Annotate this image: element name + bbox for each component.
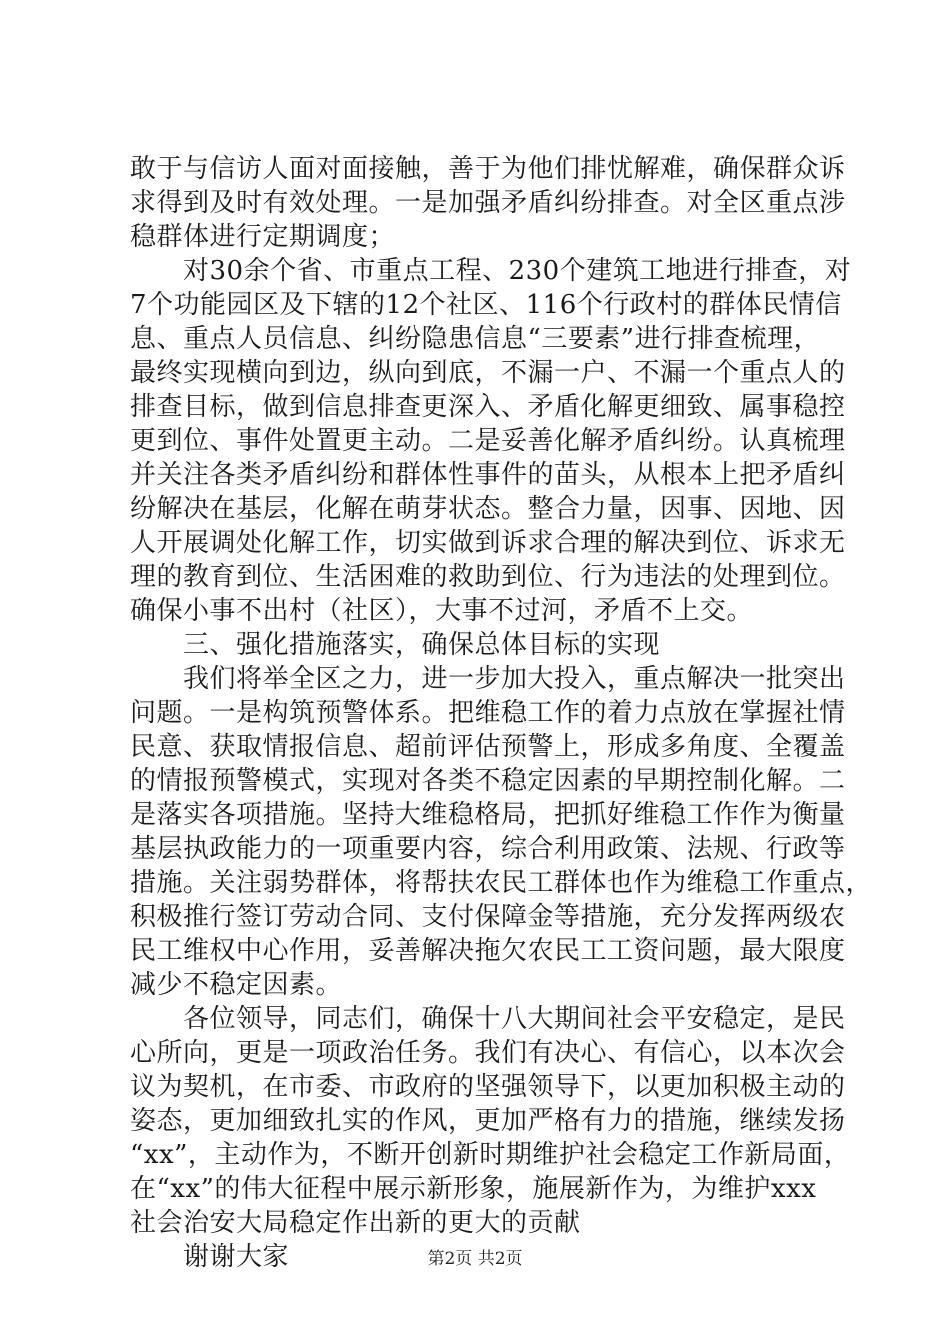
text-line: 稳群体进行定期调度； [130, 222, 396, 252]
text-line: 减少不稳定因素。 [130, 970, 343, 1000]
text-line: 议为契机，在市委、市政府的坚强领导下，以更加积极主动的 [130, 1072, 846, 1102]
text-line: 敢于与信访人面对面接触，善于为他们排忧解难，确保群众诉 [130, 154, 846, 184]
text-line: 问题。一是构筑预警体系。把维稳工作的着力点放在掌握社情 [130, 698, 846, 728]
text-line: 更到位、事件处置更主动。二是妥善化解矛盾纠纷。认真梳理 [130, 426, 846, 456]
text-line: 7个功能园区及下辖的12个社区、116个行政村的群体民情信 [130, 290, 842, 320]
text-line: 是落实各项措施。坚持大维稳格局，把抓好维稳工作作为衡量 [130, 800, 846, 830]
text-line: 社会治安大局稳定作出新的更大的贡献 [130, 1208, 581, 1238]
text-line: 的情报预警模式，实现对各类不稳定因素的早期控制化解。二 [130, 766, 846, 796]
text-line: 我们将举全区之力，进一步加大投入，重点解决一批突出 [130, 664, 846, 694]
text-line: 心所向，更是一项政治任务。我们有决心、有信心，以本次会 [130, 1038, 846, 1068]
text-line: 确保小事不出村（社区），大事不过河，矛盾不上交。 [130, 596, 754, 626]
text-line: 纷解决在基层，化解在萌芽状态。整合力量，因事、因地、因 [130, 494, 846, 524]
text-line: 姿态，更加细致扎实的作风，更加严格有力的措施，继续发扬 [130, 1106, 846, 1136]
text-line: 措施。关注弱势群体，将帮扶农民工群体也作为维稳工作重点， [130, 868, 873, 898]
body-text [130, 152, 873, 1274]
page-number: 第2页 共2页 [427, 1249, 523, 1269]
text-line: 民工维权中心作用，妥善解决拖欠农民工工资问题，最大限度 [130, 936, 846, 966]
text-line: 在“xx”的伟大征程中展示新形象，施展新作为，为维护xxx [130, 1174, 817, 1204]
page-footer [0, 1244, 950, 1269]
text-line: 息、重点人员信息、纠纷隐患信息“三要素”进行排查梳理， [130, 324, 821, 354]
text-line: 民意、获取情报信息、超前评估预警上，形成多角度、全覆盖 [130, 732, 846, 762]
text-line: 并关注各类矛盾纠纷和群体性事件的苗头，从根本上把矛盾纠 [130, 460, 846, 490]
text-line: 基层执政能力的一项重要内容，综合利用政策、法规、行政等 [130, 834, 846, 864]
closing-line: 谢谢大家 [130, 1242, 290, 1272]
section-heading: 三、强化措施落实，确保总体目标的实现 [130, 630, 661, 660]
text-line: 排查目标，做到信息排查更深入、矛盾化解更细致、属事稳控 [130, 392, 846, 422]
text-line: “xx”，主动作为，不断开创新时期维护社会稳定工作新局面， [130, 1140, 851, 1170]
text-line: 理的教育到位、生活困难的救助到位、行为违法的处理到位。 [130, 562, 846, 592]
text-line: 积极推行签订劳动合同、支付保障金等措施，充分发挥两级农 [130, 902, 846, 932]
text-line: 对30余个省、市重点工程、230个建筑工地进行排查，对 [130, 256, 852, 286]
text-line: 人开展调处化解工作，切实做到诉求合理的解决到位、诉求无 [130, 528, 846, 558]
text-line: 各位领导，同志们，确保十八大期间社会平安稳定，是民 [130, 1004, 846, 1034]
text-line: 最终实现横向到边，纵向到底，不漏一户、不漏一个重点人的 [130, 358, 846, 388]
text-line: 求得到及时有效处理。一是加强矛盾纠纷排查。对全区重点涉 [130, 188, 846, 218]
